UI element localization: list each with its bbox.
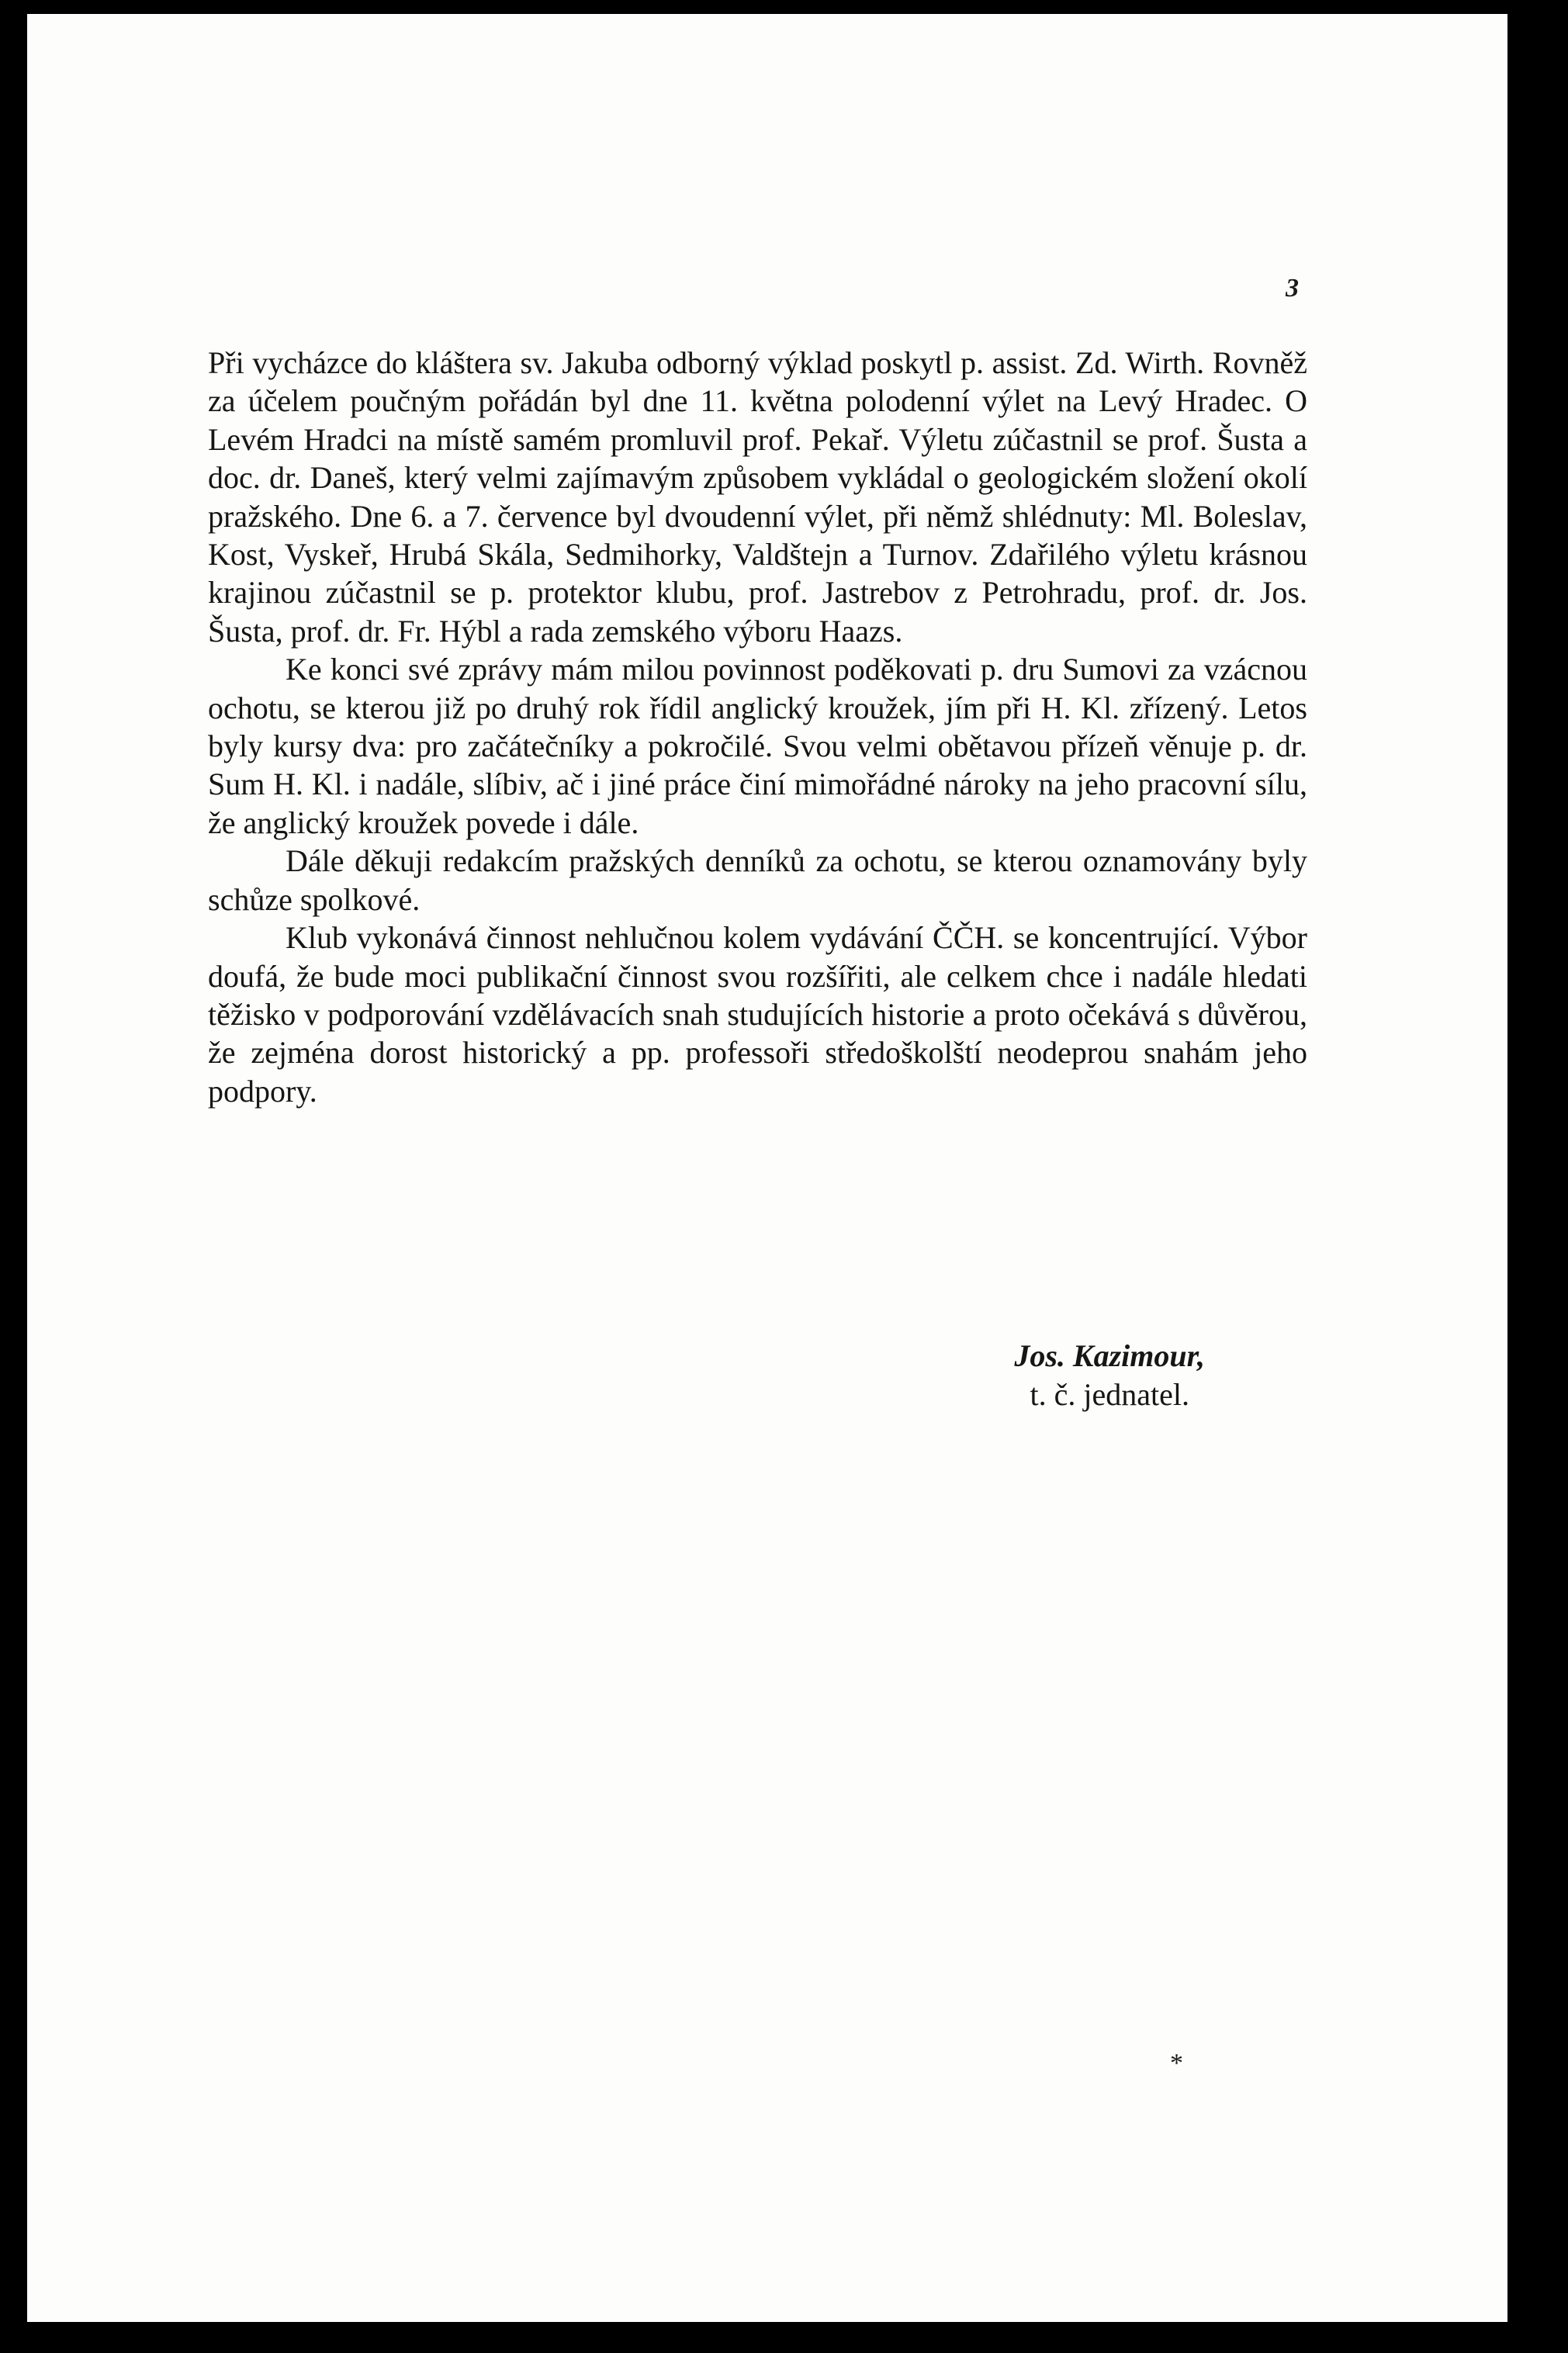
- signature-name: Jos. Kazimour,: [1014, 1338, 1205, 1373]
- paragraph-thanks-english-circle: Ke konci své zprávy mám milou povinnost poděkovati p. dru Sumovi za vzácnou ochotu, se kterou již po druhý rok řídil anglický kroužek, jím při H. Kl. zřízený. Letos byly kursy dva: pro začátečníky a pokročilé. Svou velmi obětavou přízeň věnuje p. dr. Sum H. Kl. i nadále, slíbiv, ač i jiné práce činí mimořádné nároky na jeho pracovní sílu, že anglický kroužek povede i dále.: [208, 652, 1307, 840]
- page-number: 3: [1286, 274, 1299, 303]
- paragraph-club-activity: Klub vykonává činnost nehlučnou kolem vydávání ČČH. se koncentrující. Výbor doufá, že bude moci publikační činnost svou rozšířiti, ale celkem chce i nadále hledati těžisko v podporování vzdělávacích snah studujících historie a proto očekává s důvěrou, že zejména dorost historický a pp. professoři středoškolští neodeprou snahám jeho podpory.: [208, 920, 1307, 1109]
- page-sheet: [27, 14, 1507, 2322]
- signature-block: [1014, 1337, 1205, 1414]
- paragraph-excursions: Při vycházce do kláštera sv. Jakuba odborný výklad poskytl p. assist. Zd. Wirth. Rovněž za účelem poučným pořádán byl dne 11. května polodenní výlet na Levý Hradec. O Levém Hradci na místě samém promluvil prof. Pekař. Výletu zúčastnil se prof. Šusta a doc. dr. Daneš, který velmi zajímavým způsobem vykládal o geologickém složení okolí pražského. Dne 6. a 7. července byl dvoudenní výlet, při němž shlédnuty: Ml. Boleslav, Kost, Vyskeř, Hrubá Skála, Sedmihorky, Valdštejn a Turnov. Zdařilého výletu krásnou krajinou zúčastnil se p. protektor klubu, prof. Jastrebov z Petrohradu, prof. dr. Jos. Šusta, prof. dr. Fr. Hýbl a rada zemského výboru Haazs.: [208, 345, 1307, 649]
- paragraph-thanks-newspapers: Dále děkuji redakcím pražských denníků za ochotu, se kterou oznamovány byly schůze spolkové.: [208, 843, 1307, 917]
- signature-title: t. č. jednatel.: [1030, 1377, 1189, 1412]
- footer-asterisk: *: [1170, 2049, 1183, 2078]
- body-text: [208, 344, 1307, 1110]
